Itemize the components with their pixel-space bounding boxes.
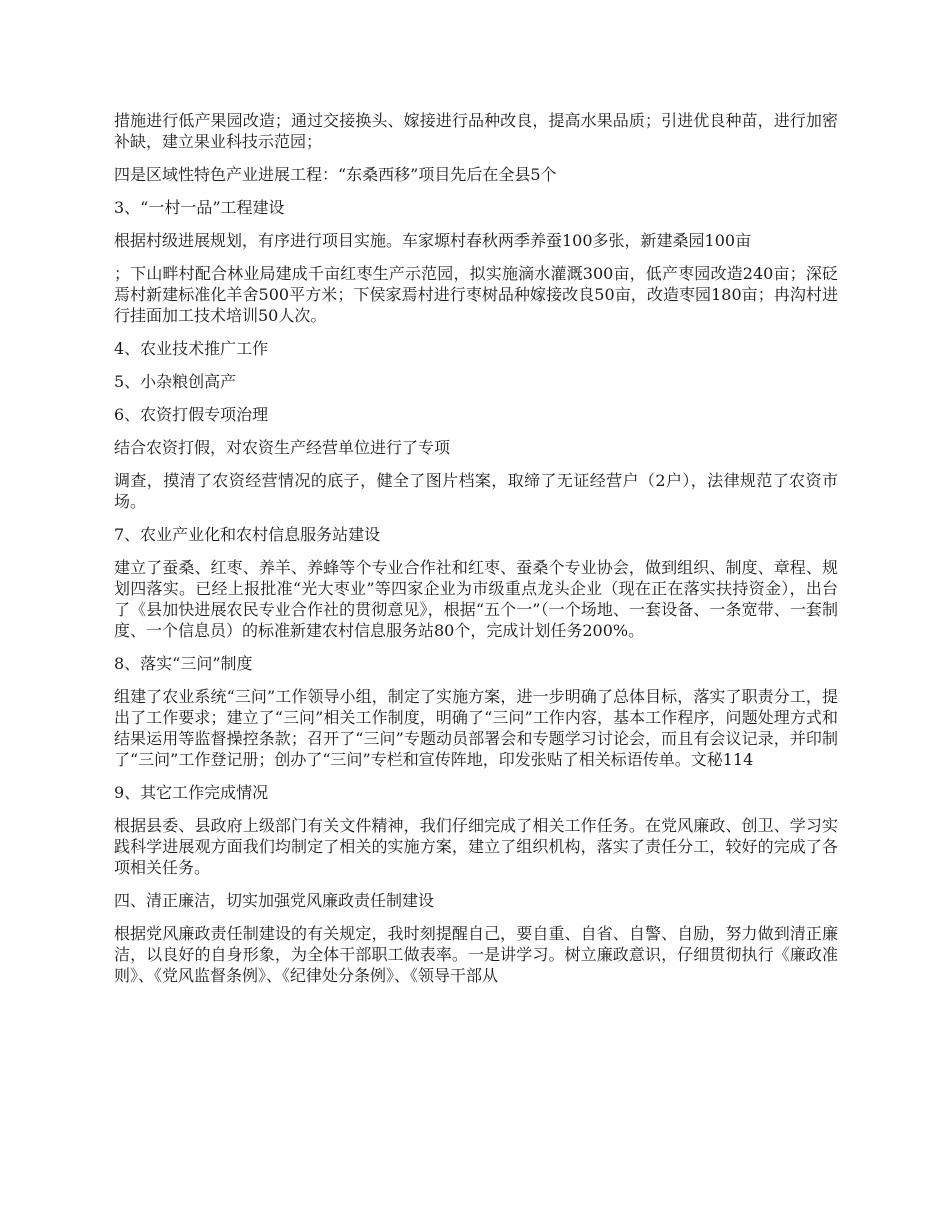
heading-agri-tech-promotion: 4、农业技术推广工作: [114, 339, 269, 358]
paragraph-anti-counterfeit-result: 调查，摸清了农资经营情况的底子，健全了图片档案，取缔了无证经营户（2户），法律规范了农资市场。: [114, 471, 838, 511]
paragraph-village-projects: ；下山畔村配合林业局建成千亩红枣生产示范园，拟实施滴水灌溉300亩，低产枣园改造240亩；深砭焉村新建标准化羊舍500平方米；下侯家焉村进行枣树品种嫁接改良50亩，改造枣园180亩；冉沟村进行挂面加工技术培训50人次。: [114, 264, 838, 325]
heading-anti-counterfeit: 6、农资打假专项治理: [114, 405, 269, 424]
paragraph-integrity: 根据党风廉政责任制建设的有关规定，我时刻提醒自己，要自重、自省、自警、自励，努力做到清正廉洁，以良好的自身形象，为全体干部职工做表率。一是讲学习。树立廉政意识，仔细贯彻执行《廉政准则》、《党风监督条例》、《纪律处分条例》、《领导干部从: [114, 924, 838, 985]
paragraph-other-work: 根据县委、县政府上级部门有关文件精神，我们仔细完成了相关工作任务。在党风廉政、创卫、学习实践科学进展观方面我们均制定了相关的实施方案，建立了组织机构，落实了责任分工，较好的完成了各项相关任务。: [114, 816, 838, 877]
paragraph-orchard-reform: 措施进行低产果园改造；通过交接换头、嫁接进行品种改良，提高水果品质；引进优良种苗，进行加密补缺，建立果业科技示范园；: [114, 111, 838, 151]
paragraph-regional-industry: 四是区域性特色产业进展工程：“东桑西移”项目先后在全县5个: [114, 165, 557, 184]
heading-one-village-one-product: 3、“一村一品”工程建设: [114, 198, 285, 217]
paragraph-cooperatives: 建立了蚕桑、红枣、养羊、养蜂等个专业合作社和红枣、蚕桑个专业协会，做到组织、制度、章程、规划四落实。已经上报批准“光大枣业”等四家企业为市级重点龙头企业（现在正在落实扶持资金），出台了《县加快进展农民专业合作社的贯彻意见》，根据“五个一”（一个场地、一套设备、一条宽带、一套制度、一个信息员）的标准新建农村信息服务站80个，完成计划任务200%。: [114, 558, 838, 640]
paragraph-anti-counterfeit-intro: 结合农资打假，对农资生产经营单位进行了专项: [114, 438, 451, 457]
heading-minor-grains: 5、小杂粮创高产: [114, 372, 237, 391]
heading-integrity: 四、清正廉洁，切实加强党风廉政责任制建设: [114, 891, 435, 910]
paragraph-three-questions: 组建了农业系统“三问”工作领导小组，制定了实施方案，进一步明确了总体目标，落实了职责分工，提出了工作要求；建立了“三问”相关工作制度，明确了“三问”工作内容，基本工作程序，问题处理方式和结果运用等监督操控条款；召开了“三问”专题动员部署会和专题学习讨论会，而且有会议记录，并印制了“三问”工作登记册；创办了“三问”专栏和宣传阵地，印发张贴了相关标语传单。文秘114: [114, 687, 838, 769]
heading-industrialization: 7、农业产业化和农村信息服务站建设: [114, 525, 381, 544]
heading-other-work: 9、其它工作完成情况: [114, 783, 269, 802]
heading-three-questions: 8、落实“三问”制度: [114, 654, 253, 673]
paragraph-village-planning: 根据村级进展规划，有序进行项目实施。车家塬村春秋两季养蚕100多张，新建桑园100亩: [114, 231, 752, 250]
document-body: [114, 110, 838, 998]
